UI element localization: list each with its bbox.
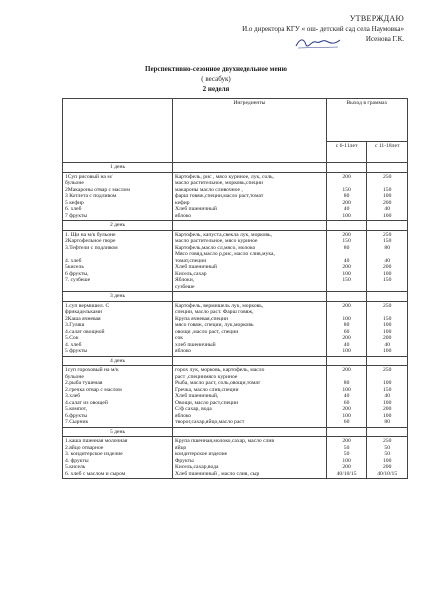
dish-item: 3.Тефтели с подливом xyxy=(65,244,118,251)
ingredient-item: Рыба, масло раст, соль,овощи,томат xyxy=(175,380,261,386)
day-content-row xyxy=(63,230,408,292)
ingredient-item: Фрукты xyxy=(175,457,194,464)
gram-value: 100 xyxy=(382,193,392,199)
menu-subtitle: ( весабук) xyxy=(201,75,231,83)
gram-value: 100 xyxy=(382,348,392,354)
dish-item: бульоне xyxy=(65,180,84,186)
ingredient-item: Хлеб пшеничный, xyxy=(175,393,219,399)
day-title: 2 день xyxy=(63,221,173,231)
day-title-empty-cell xyxy=(173,221,327,231)
gram-value: 200 xyxy=(342,406,351,412)
dish-item: 3 Котлета с подливом xyxy=(65,193,117,199)
day-title: 3 день xyxy=(63,292,173,302)
dish-cell xyxy=(63,366,173,428)
gram-value: 250 xyxy=(382,173,392,180)
ingredient-item: томат,специи xyxy=(175,257,207,264)
ingredient-item: кондитерское изделие xyxy=(175,451,228,457)
gram-value: 150 xyxy=(342,186,351,193)
ingredient-item: Картофель,масло сл,мясо, молоко xyxy=(175,244,256,251)
ingredient-item: раст ,специимясо куриное xyxy=(175,373,238,380)
gram-value: 200 xyxy=(342,173,351,180)
ingredient-item: Яблоки, xyxy=(175,277,195,283)
gram-value: 200 xyxy=(342,264,351,270)
dish-item: 3. кондитерское изделие xyxy=(65,451,123,457)
gram-value: 200 xyxy=(342,231,351,238)
output-6-11-cell xyxy=(326,366,367,428)
gram-value: 80 xyxy=(384,244,390,251)
dish-item: 3.Гуляш xyxy=(65,322,85,328)
output-6-11-cell xyxy=(326,301,367,356)
gram-value: 100 xyxy=(382,322,392,328)
ingredient-item: Картофель, вермишель лук, морковь, xyxy=(175,302,264,309)
gram-value: 40 xyxy=(384,341,390,348)
dish-item: 4.салат овощной xyxy=(65,328,105,335)
gram-value: 60 xyxy=(343,419,350,425)
dish-item: 5 фрукты xyxy=(65,348,88,354)
dish-item: 1.каша пшенная молочная xyxy=(65,438,128,444)
dish-item: 2Каша ячневая xyxy=(65,315,101,322)
gram-value: 150 xyxy=(382,386,392,393)
gram-value: 200 xyxy=(382,464,392,470)
gram-value: 40 xyxy=(343,257,350,264)
output-6-11-cell xyxy=(326,172,367,221)
gram-value: 40 xyxy=(384,257,390,264)
gram-value: 100 xyxy=(342,386,351,393)
gram-value: 100 xyxy=(342,412,351,419)
gram-value: 60 xyxy=(343,328,350,335)
dish-item: 1.суп вермишел. С xyxy=(65,302,110,309)
menu-days xyxy=(63,163,408,479)
day-title-empty-cell xyxy=(173,292,327,302)
output-11-18-cell xyxy=(367,172,408,221)
ingredient-item: Крупа пшенная,молоко,сахар, масло слив xyxy=(175,438,275,444)
dish-item: 2Картофельное пюре xyxy=(65,238,116,244)
ingredient-item: Кисель,сахар xyxy=(175,270,207,277)
gram-value: 80 xyxy=(343,322,350,328)
ingredients-cell xyxy=(173,366,327,428)
ingredient-item: Крупа ячневая,специи xyxy=(175,315,228,322)
gram-value: 200 xyxy=(342,335,351,341)
gram-value: 150 xyxy=(342,277,351,283)
gram-value: 100 xyxy=(382,399,392,406)
ingredient-item: овощи ,масло раст, специи xyxy=(175,328,239,335)
gram-value: 80 xyxy=(343,193,350,199)
ingredient-item: фарш говяж,специи,масло раст,томат xyxy=(175,193,264,199)
dish-item: 1Суп рисовый на м/ xyxy=(65,173,113,180)
dish-item: 5 кефир xyxy=(65,199,84,206)
ingredient-item: яйцо xyxy=(175,444,187,451)
dish-item: 6 фрукты, xyxy=(65,270,89,277)
ingredient-item: Хлеб пшеничный xyxy=(175,264,217,270)
day-title-empty-cell xyxy=(367,221,408,231)
output-header: Выход в граммах xyxy=(326,99,407,142)
gram-value: 40 xyxy=(343,206,350,212)
ingredient-item: хлеб пшеничный xyxy=(175,341,216,348)
dish-item: 3.хлеб xyxy=(65,393,81,399)
dish-item: 2.гречка отвар с маслом xyxy=(65,386,122,393)
gram-value: 250 xyxy=(382,302,392,309)
ingredient-item: Овощи, масло раст,специи xyxy=(175,399,239,406)
dish-item: 7.Сырник xyxy=(65,419,89,425)
output-6-11-cell xyxy=(326,437,367,479)
day-title-empty-cell xyxy=(326,356,367,366)
ingredient-item: Картофель, рис , мясо куриное, лук, соль, xyxy=(175,173,274,180)
dish-item: фрикадельками xyxy=(65,309,102,315)
menu-title: Перспективно-сезонное двухнедельное меню xyxy=(145,65,287,73)
ingredient-item: сузбеше xyxy=(175,283,195,290)
ingredient-item: яблоко xyxy=(175,212,192,219)
day-title-row xyxy=(63,163,408,173)
day-title-row xyxy=(63,356,408,366)
gram-value: 80 xyxy=(343,244,350,251)
day-title-empty-cell xyxy=(326,292,367,302)
gram-value: 50 xyxy=(384,451,390,457)
gram-value: 150 xyxy=(382,315,392,322)
ingredient-item: Гречка, масло слив,специи xyxy=(175,386,239,393)
dish-item: 2.рыба тушеная xyxy=(65,380,103,386)
day-title-empty-cell xyxy=(367,292,408,302)
dish-item: бульоне xyxy=(65,373,84,380)
gram-value: 100 xyxy=(382,380,392,386)
dish-item: 6.фрукты xyxy=(65,412,88,419)
day-title-empty-cell xyxy=(173,427,327,437)
gram-value: 100 xyxy=(382,270,392,277)
day-title-empty-cell xyxy=(326,221,367,231)
gram-value: 40 xyxy=(343,341,350,348)
gram-value: 100 xyxy=(342,212,351,219)
gram-value: 100 xyxy=(342,457,351,464)
gram-value: 100 xyxy=(342,315,351,322)
day-content-row xyxy=(63,172,408,221)
gram-value: 100 xyxy=(342,270,351,277)
gram-value: 150 xyxy=(382,238,392,244)
day-title: 5 день xyxy=(63,427,173,437)
gram-value: 40 xyxy=(343,393,350,399)
gram-value: 50 xyxy=(343,451,350,457)
output-11-18-cell xyxy=(367,301,408,356)
ingredients-header: Ингредиенты xyxy=(173,99,327,163)
gram-value: 150 xyxy=(382,277,392,283)
ingredient-item: специи, масло раст. Фарш говяж, xyxy=(175,309,254,315)
gram-value: 40/10/15 xyxy=(336,470,357,477)
gram-value: 40/10/15 xyxy=(377,470,398,477)
dish-item: 5.кисель xyxy=(65,464,86,470)
day-content-row xyxy=(63,366,408,428)
ingredient-item: масло растительное, мясо куриное xyxy=(175,238,258,244)
dish-item: 1. Щи на м/к бульоне xyxy=(65,231,116,238)
approval-title: УТВЕРЖДАЮ xyxy=(349,14,404,23)
dish-item: 6. хлеб xyxy=(65,206,82,212)
dish-item: 4. фрукты xyxy=(65,457,89,464)
age-col-1: с 6-11лет xyxy=(326,142,367,163)
dish-item: 4. хлеб xyxy=(65,341,82,348)
output-11-18-cell xyxy=(367,366,408,428)
dish-item: 7 фрукты xyxy=(65,212,88,219)
ingredients-cell xyxy=(173,172,327,221)
gram-value: 200 xyxy=(382,406,392,412)
handwritten-signature xyxy=(294,36,342,50)
ingredient-item: яблоко xyxy=(175,412,192,419)
dish-cell xyxy=(63,172,173,221)
age-col-2: с 11-18лет xyxy=(367,142,408,163)
gram-value: 250 xyxy=(382,231,392,238)
day-title-empty-cell xyxy=(173,163,327,173)
dish-item: 5.Сок xyxy=(65,335,79,341)
gram-value: 50 xyxy=(343,444,350,451)
dish-item: 5кисель xyxy=(65,264,84,270)
dish-header xyxy=(63,99,173,163)
day-title-row xyxy=(63,221,408,231)
gram-value: 200 xyxy=(382,335,392,341)
day-title-empty-cell xyxy=(367,427,408,437)
gram-value: 100 xyxy=(382,212,392,219)
gram-value: 250 xyxy=(382,367,392,373)
dish-cell xyxy=(63,230,173,292)
gram-value: 200 xyxy=(342,367,351,373)
gram-value: 80 xyxy=(343,380,350,386)
gram-value: 150 xyxy=(382,186,392,193)
day-title-empty-cell xyxy=(367,356,408,366)
dish-item: 4. хлеб xyxy=(65,257,82,264)
dish-item: 4.салат из овощей xyxy=(65,399,108,406)
dish-item: 7. сузбеше xyxy=(65,277,91,283)
approver-position: И.о директора КГУ « ош- детский сад села Наумовка» xyxy=(242,25,404,33)
day-title-empty-cell xyxy=(326,163,367,173)
ingredients-cell xyxy=(173,437,327,479)
output-11-18-cell xyxy=(367,230,408,292)
gram-value: 50 xyxy=(384,444,390,451)
ingredient-item: макароны масло сливочное , xyxy=(175,186,243,193)
gram-value: 100 xyxy=(382,328,392,335)
ingredient-item: кефир xyxy=(175,199,190,206)
ingredient-item: горох лук, морковь, картофель, масло xyxy=(175,367,265,373)
approver-name: Исенова Г.К. xyxy=(365,35,404,43)
ingredient-item: мясо говяж, специи, лук,морковь xyxy=(175,322,254,328)
day-title: 4 день xyxy=(63,356,173,366)
output-6-11-cell xyxy=(326,230,367,292)
day-title-empty-cell xyxy=(367,163,408,173)
dish-item: 1суп гороховый на м/к xyxy=(65,367,119,373)
table-header-row xyxy=(63,99,408,142)
ingredient-item: Мясо говяд,масло р,рис, масло слив,мука, xyxy=(175,251,275,257)
day-title-row xyxy=(63,427,408,437)
gram-value: 200 xyxy=(382,264,392,270)
output-11-18-cell xyxy=(367,437,408,479)
gram-value: 200 xyxy=(342,438,351,444)
ingredient-item: масло растительное, морковь,специи xyxy=(175,180,263,186)
ingredient-item: Хлеб пшеничный xyxy=(175,206,217,212)
gram-value: 250 xyxy=(382,438,392,444)
dish-cell xyxy=(63,437,173,479)
gram-value: 200 xyxy=(382,199,392,206)
day-title-empty-cell xyxy=(326,427,367,437)
gram-value: 200 xyxy=(342,464,351,470)
ingredient-item: творог,сахар,яйцо,масло раст xyxy=(175,419,245,425)
dish-item: 6. хлеб с маслом и сыром xyxy=(65,470,126,477)
ingredient-item: Хлеб пшеничный , масло слив, сыр xyxy=(175,470,260,477)
gram-value: 200 xyxy=(342,199,351,206)
gram-value: 150 xyxy=(342,238,351,244)
week-label: 2 неделя xyxy=(202,85,230,93)
gram-value: 60 xyxy=(343,399,350,406)
gram-value: 200 xyxy=(342,302,351,309)
gram-value: 100 xyxy=(382,412,392,419)
day-title-row xyxy=(63,292,408,302)
ingredient-item: С/ф сахар, вода xyxy=(175,406,212,412)
gram-value: 80 xyxy=(384,419,390,425)
day-title-empty-cell xyxy=(173,356,327,366)
menu-table xyxy=(62,98,408,479)
dish-item: 2Макароны отвар с маслом xyxy=(65,186,130,193)
day-content-row xyxy=(63,301,408,356)
ingredient-item: сок xyxy=(175,335,183,341)
gram-value: 40 xyxy=(384,206,390,212)
dish-item: 2.яйцо отварное xyxy=(65,444,104,451)
dish-item: 5.компот, xyxy=(65,406,87,412)
ingredient-item: Картофель, капуста,свекла лук, морковь, xyxy=(175,231,273,238)
gram-value: 100 xyxy=(382,457,392,464)
ingredients-cell xyxy=(173,230,327,292)
dish-cell xyxy=(63,301,173,356)
day-title: 1 день xyxy=(63,163,173,173)
gram-value: 40 xyxy=(384,393,390,399)
ingredient-item: Кисель,сахар,вода xyxy=(175,464,219,470)
gram-value: 100 xyxy=(342,348,351,354)
ingredient-item: яблоко xyxy=(175,348,192,354)
day-content-row xyxy=(63,437,408,479)
menu-title-block xyxy=(0,64,432,94)
ingredients-cell xyxy=(173,301,327,356)
